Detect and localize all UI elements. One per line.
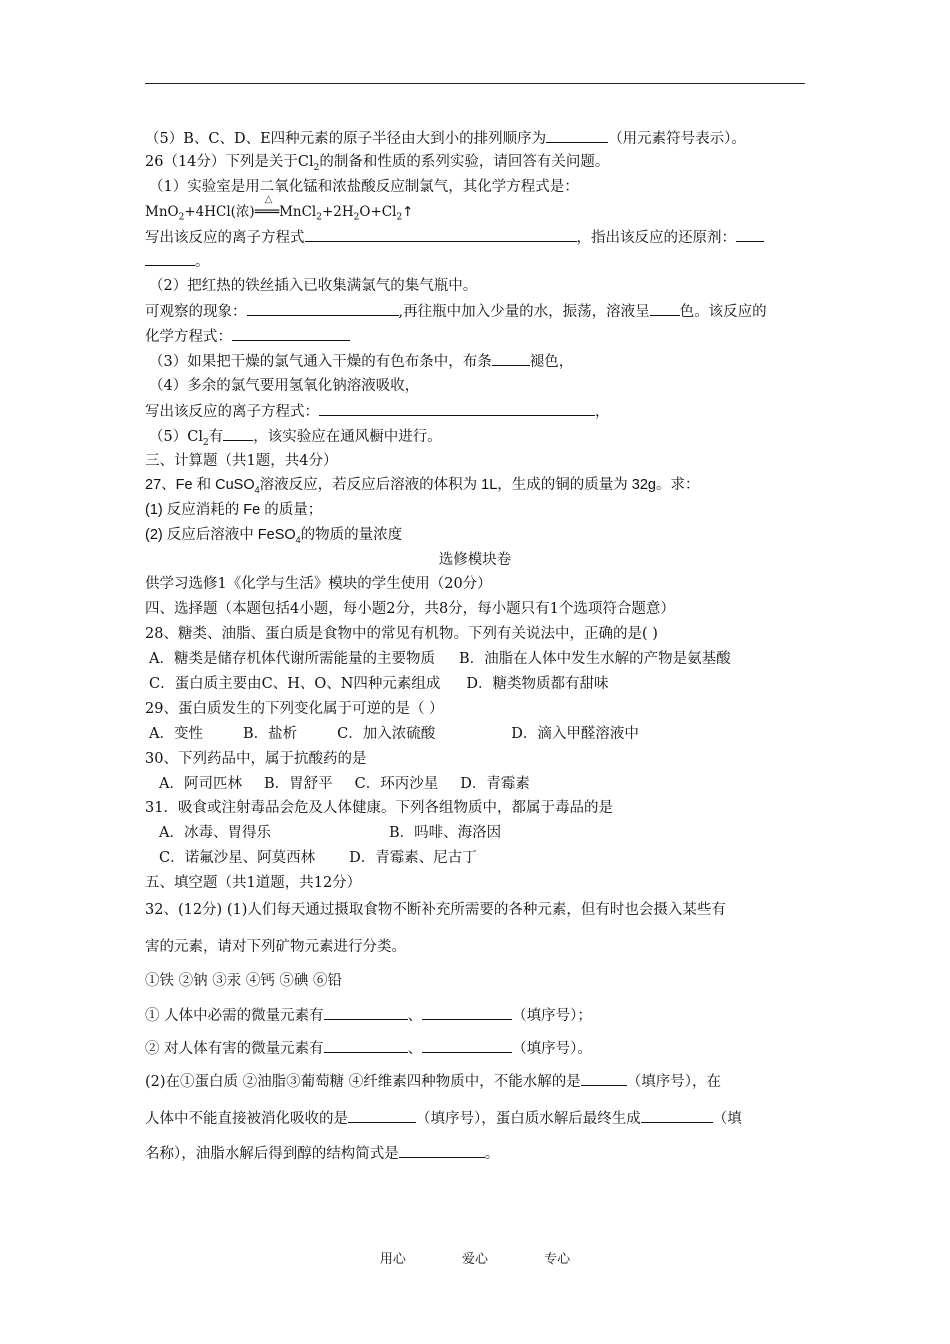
q26-2 xyxy=(149,275,477,297)
section-4-heading xyxy=(145,598,675,620)
text: 的物质的量浓度 xyxy=(300,527,403,543)
text: 供学习选修1《化学与生活》模块的学生使用（20分） xyxy=(145,576,492,592)
answer-blank xyxy=(324,1037,408,1053)
option-c: C．环丙沙星 xyxy=(354,776,439,792)
text: 26（14分）下列是关于Cl xyxy=(145,154,314,170)
text: （5）B、C、D、E四种元素的原子半径由大到小的排列顺序为 xyxy=(145,131,547,147)
text: 31．吸食或注射毒品会危及人体健康。下列各组物质中，都属于毒品的是 xyxy=(145,800,613,816)
option-a: A．变性 xyxy=(149,726,203,742)
text: (1) 反应消耗的 Fe 的质量； xyxy=(145,502,323,518)
q25-5 xyxy=(145,127,746,150)
subscript: 2 xyxy=(353,212,360,223)
text: +4HCl(浓) xyxy=(184,204,255,220)
option-b: B．胃舒平 xyxy=(263,776,333,792)
footer-text: 用心 xyxy=(379,1252,406,1267)
text: (2)在①蛋白质 ②油脂③葡萄糖 ④纤维素四种物质中，不能水解的是 xyxy=(145,1074,581,1090)
q28 xyxy=(145,623,658,645)
option-c: C．加入浓硫酸 xyxy=(337,726,436,742)
page-footer xyxy=(0,1248,950,1267)
text: 三、计算题（共1题，共4分） xyxy=(145,453,338,469)
option-d: D．滴入甲醛溶液中 xyxy=(511,726,639,742)
text: 。 xyxy=(484,1146,500,1162)
text: （2）把红热的铁丝插入已收集满氯气的集气瓶中。 xyxy=(149,278,478,294)
subscript: 2 xyxy=(313,162,320,173)
text: 29、蛋白质发生的下列变化属于可逆的是（ ） xyxy=(145,701,444,717)
text: 害的元素，请对下列矿物元素进行分类。 xyxy=(145,939,406,955)
q28-options-ab xyxy=(149,648,731,670)
text: ，该实验应在通风橱中进行。 xyxy=(253,429,442,445)
text: （填序号），在 xyxy=(626,1074,722,1090)
text: （4）多余的氯气要用氢氧化钠溶液吸收， xyxy=(149,378,420,394)
option-d: D．青霉素 xyxy=(460,776,530,792)
text: MnO xyxy=(145,204,179,220)
q31-options-ab xyxy=(159,822,501,844)
subscript: 2 xyxy=(396,212,403,223)
text: ,再往瓶中加入少量的水，振荡，溶液呈 xyxy=(398,304,650,320)
element-list xyxy=(145,970,342,992)
subscript: 2 xyxy=(202,437,209,448)
footer-text: 爱心 xyxy=(461,1252,488,1267)
heat-symbol: △ xyxy=(264,194,273,205)
option-b: B．吗啡、海洛因 xyxy=(388,825,502,841)
answer-blank xyxy=(422,1004,512,1020)
q31 xyxy=(145,797,613,819)
text: ， xyxy=(595,404,610,420)
subscript: 4 xyxy=(254,484,260,495)
text: 四、选择题（本题包括4小题，每小题2分，共8分，每小题只有1个选项符合题意） xyxy=(145,601,675,617)
text: O+Cl xyxy=(359,204,397,220)
q32-2-cont xyxy=(145,1107,742,1130)
q31-options-cd xyxy=(159,847,477,869)
text: 褪色， xyxy=(529,354,574,370)
text: 。 xyxy=(195,254,210,270)
option-b: B．油脂在人体中发生水解的产物是氨基酸 xyxy=(458,651,731,667)
option-c: C．诺氟沙星、阿莫西林 xyxy=(159,850,316,866)
text: 有 xyxy=(208,429,224,445)
q27-2 xyxy=(145,524,402,551)
answer-blank xyxy=(736,226,764,242)
elective-title xyxy=(0,549,950,571)
answer-blank xyxy=(324,1004,408,1020)
q27 xyxy=(145,474,700,501)
chemical-equation xyxy=(145,194,414,229)
answer-blank xyxy=(492,350,530,366)
q26-3 xyxy=(149,350,573,373)
answer-blank xyxy=(650,300,680,316)
text: +2H xyxy=(321,204,354,220)
option-a: A．糖类是储存机体代谢所需能量的主要物质 xyxy=(149,651,435,667)
text: 32、(12分) (1)人们每天通过摄取食物不断补充所需要的各种元素，但有时也会摄入某些有 xyxy=(145,902,726,918)
q32-1a xyxy=(145,1004,592,1027)
subscript: 2 xyxy=(178,212,185,223)
text: 27、Fe 和 CuSO xyxy=(145,477,255,493)
option-d: D．糖类物质都有甜味 xyxy=(466,676,609,692)
text: 溶液反应，若反应后溶液的体积为 1L，生成的铜的质量为 32g。求： xyxy=(259,477,700,493)
text: 30、下列药品中，属于抗酸药的是 xyxy=(145,751,367,767)
q30-options xyxy=(159,773,530,795)
answer-blank xyxy=(546,127,608,143)
q32-2 xyxy=(145,1070,721,1093)
text: （填 xyxy=(712,1111,742,1127)
text: （用元素符号表示）。 xyxy=(608,131,746,147)
text: ② 对人体有害的微量元素有 xyxy=(145,1041,324,1057)
q26-2-equation xyxy=(145,325,350,348)
q26-ionic-cont xyxy=(145,250,210,273)
text: 化学方程式： xyxy=(145,329,232,345)
answer-blank xyxy=(319,400,595,416)
option-a: A．阿司匹林 xyxy=(159,776,242,792)
option-c: C．蛋白质主要由C、H、O、N四种元素组成 xyxy=(149,676,441,692)
subscript: 4 xyxy=(295,534,301,545)
section-3-heading xyxy=(145,450,337,472)
text: （填序号），蛋白质水解后最终生成 xyxy=(416,1111,641,1127)
option-b: B．盐析 xyxy=(242,726,298,742)
section-5-heading xyxy=(145,872,361,894)
text: 、 xyxy=(407,1041,423,1057)
answer-blank xyxy=(305,226,577,242)
q26-ionic xyxy=(145,226,764,249)
text: (2) 反应后溶液中 FeSO xyxy=(145,527,296,543)
text: 可观察的现象： xyxy=(145,304,247,320)
text: 名称），油脂水解后得到醇的结构简式是 xyxy=(145,1146,399,1162)
text: 28、糖类、油脂、蛋白质是食物中的常见有机物。下列有关说法中，正确的是( ) xyxy=(145,626,658,642)
text: 人体中不能直接被消化吸收的是 xyxy=(145,1111,348,1127)
text: 五、填空题（共1道题，共12分） xyxy=(145,875,362,891)
q27-1 xyxy=(145,499,322,521)
text: （3）如果把干燥的氯气通入干燥的有色布条中，布条 xyxy=(149,354,492,370)
elective-subtitle xyxy=(145,573,492,595)
answer-blank xyxy=(348,1107,416,1123)
q32-2-end xyxy=(145,1142,499,1165)
text: 选修模块卷 xyxy=(438,552,512,568)
gas-arrow-icon: ↑ xyxy=(402,204,414,220)
option-d: D．青霉素、尼古丁 xyxy=(349,850,477,866)
header-rule xyxy=(145,83,805,84)
q28-options-cd xyxy=(149,673,609,695)
q26-4-ionic xyxy=(145,400,610,423)
text: 写出该反应的离子方程式 xyxy=(145,230,305,246)
text: （填序号）。 xyxy=(512,1041,592,1057)
answer-blank xyxy=(232,325,350,341)
text: （5）Cl xyxy=(149,429,203,445)
text: 写出该反应的离子方程式： xyxy=(145,404,319,420)
answer-blank xyxy=(145,250,195,266)
q32-1b xyxy=(145,1037,592,1060)
q26-2-observe xyxy=(145,300,767,323)
q32 xyxy=(145,899,726,921)
q30 xyxy=(145,748,366,770)
answer-blank xyxy=(223,425,253,441)
q26-4 xyxy=(149,375,419,397)
q29-options xyxy=(149,723,639,745)
text: ①铁 ②钠 ③汞 ④钙 ⑤碘 ⑥铅 xyxy=(145,973,343,989)
text: 的制备和性质的系列实验，请回答有关问题。 xyxy=(319,154,610,170)
text: （1）实验室是用二氧化锰和浓盐酸反应制氯气，其化学方程式是： xyxy=(149,179,579,195)
q26-1 xyxy=(149,176,579,198)
answer-blank xyxy=(247,300,399,316)
answer-blank xyxy=(581,1070,627,1086)
q32-cont xyxy=(145,936,406,958)
text: MnCl xyxy=(279,204,317,220)
text: 、 xyxy=(407,1008,423,1024)
q29 xyxy=(145,698,444,720)
text: ，指出该反应的还原剂： xyxy=(576,230,736,246)
text: 色。该反应的 xyxy=(679,304,767,320)
text: ① 人体中必需的微量元素有 xyxy=(145,1008,324,1024)
answer-blank xyxy=(399,1142,485,1158)
subscript: 2 xyxy=(316,212,322,223)
text: （填序号）； xyxy=(512,1008,592,1024)
answer-blank xyxy=(422,1037,512,1053)
answer-blank xyxy=(641,1107,713,1123)
q26-title xyxy=(145,151,609,179)
option-a: A．冰毒、胃得乐 xyxy=(159,825,271,841)
equals-sign: ═══ xyxy=(254,204,280,220)
footer-text: 专心 xyxy=(544,1252,571,1267)
